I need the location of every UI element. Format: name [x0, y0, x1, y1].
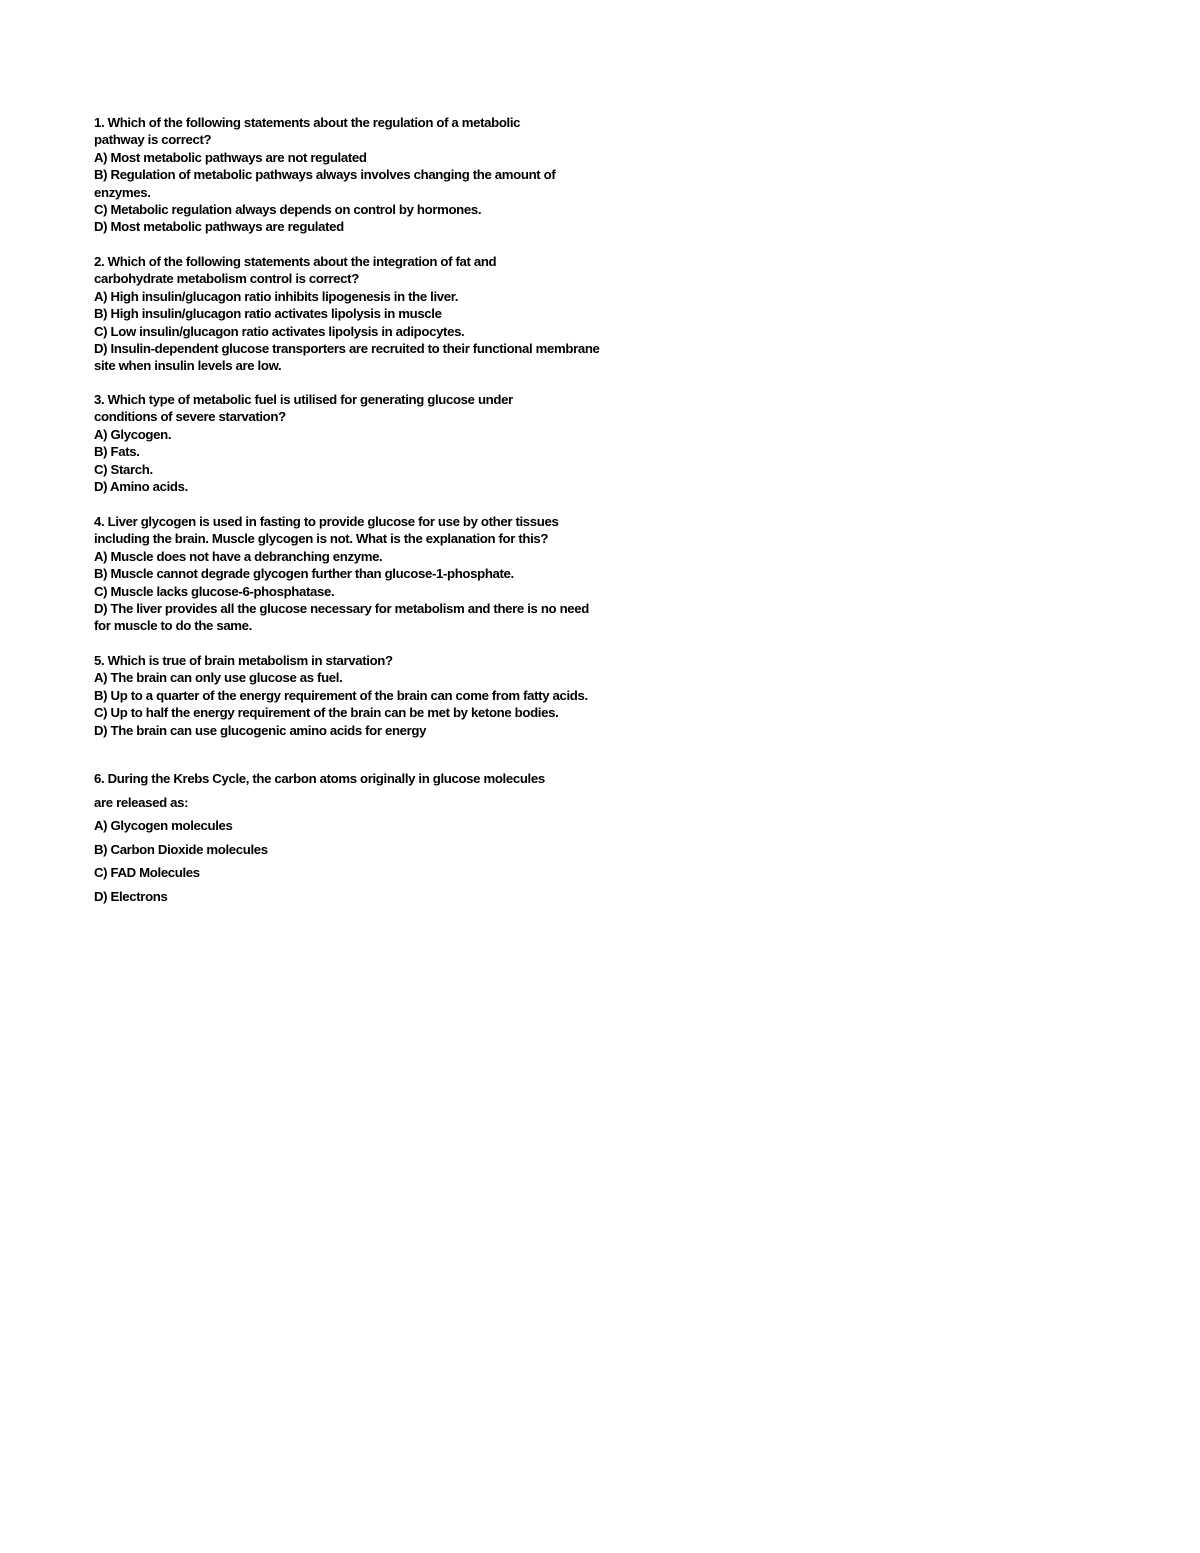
question-1 — [94, 114, 555, 236]
question-4-option-b: B) Muscle cannot degrade glycogen further than glucose-1-phosphate. — [94, 566, 514, 582]
question-5-stem: 5. Which is true of brain metabolism in starvation? — [94, 653, 393, 668]
question-3-option-c: C) Starch. — [94, 461, 153, 477]
question-6-option-b: B) Carbon Dioxide molecules — [94, 841, 268, 857]
question-1-option-b: B) Regulation of metabolic pathways always involves changing the amount of — [94, 167, 556, 183]
question-1-option-a: A) Most metabolic pathways are not regulated — [94, 149, 367, 165]
question-4-option-d-cont: for muscle to do the same. — [94, 618, 252, 634]
question-1-option-c: C) Metabolic regulation always depends on control by hormones. — [94, 202, 482, 218]
question-6-option-c: C) FAD Molecules — [94, 865, 200, 880]
question-5-option-c: C) Up to half the energy requirement of the brain can be met by ketone bodies. — [94, 705, 559, 721]
question-5-option-a: A) The brain can only use glucose as fuel. — [94, 670, 343, 686]
question-6 — [94, 767, 545, 908]
question-6-stem-line-2: are released as: — [94, 794, 189, 810]
question-4-option-d: D) The liver provides all the glucose necessary for metabolism and there is no need — [94, 601, 589, 617]
question-5-option-b: B) Up to a quarter of the energy requirement of the brain can come from fatty acids. — [94, 687, 588, 703]
question-3-option-d: D) Amino acids. — [94, 479, 188, 495]
question-3-option-a: A) Glycogen. — [94, 426, 172, 442]
question-2-option-d-cont: site when insulin levels are low. — [94, 358, 282, 374]
question-1-stem-line-1: 1. Which of the following statements about the regulation of a metabolic — [94, 115, 521, 130]
question-2-option-a: A) High insulin/glucagon ratio inhibits lipogenesis in the liver. — [94, 288, 459, 304]
question-4-stem-line-1: 4. Liver glycogen is used in fasting to provide glucose for use by other tissues — [94, 514, 559, 529]
question-2-option-c: C) Low insulin/glucagon ratio activates lipolysis in adipocytes. — [94, 323, 465, 339]
question-4 — [94, 513, 589, 635]
question-1-option-b-cont: enzymes. — [94, 184, 151, 200]
question-2-stem-line-1: 2. Which of the following statements about the integration of fat and — [94, 254, 497, 269]
question-5-option-d: D) The brain can use glucogenic amino acids for energy — [94, 722, 427, 738]
question-3 — [94, 391, 513, 495]
question-2-option-b: B) High insulin/glucagon ratio activates lipolysis in muscle — [94, 306, 442, 322]
question-4-option-c: C) Muscle lacks glucose-6-phosphatase. — [94, 583, 335, 599]
question-4-option-a: A) Muscle does not have a debranching enzyme. — [94, 548, 383, 564]
question-1-option-d: D) Most metabolic pathways are regulated — [94, 219, 344, 235]
question-2-option-d: D) Insulin-dependent glucose transporters are recruited to their functional membrane — [94, 341, 600, 357]
question-3-option-b: B) Fats. — [94, 444, 140, 460]
question-6-option-d: D) Electrons — [94, 888, 168, 904]
question-6-option-a: A) Glycogen molecules — [94, 818, 233, 833]
question-2-stem-line-2: carbohydrate metabolism control is correct? — [94, 271, 359, 287]
question-4-stem-line-2: including the brain. Muscle glycogen is not. What is the explanation for this? — [94, 531, 549, 547]
question-5 — [94, 652, 588, 739]
question-3-stem-line-2: conditions of severe starvation? — [94, 409, 286, 425]
question-2 — [94, 253, 600, 375]
question-6-stem-line-1: 6. During the Krebs Cycle, the carbon atoms originally in glucose molecules — [94, 771, 545, 786]
question-3-stem-line-1: 3. Which type of metabolic fuel is utilised for generating glucose under — [94, 392, 513, 407]
question-1-stem-line-2: pathway is correct? — [94, 132, 212, 148]
